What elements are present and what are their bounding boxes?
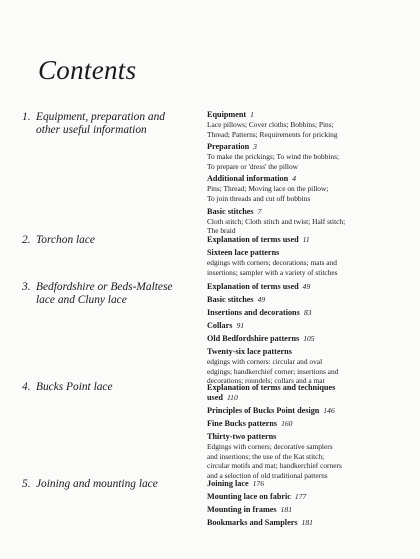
chapter-number: 2.: [22, 234, 31, 246]
entry-page: 181: [280, 505, 292, 514]
entry-desc: edgings; handkerchief corner; insertions and: [207, 366, 339, 376]
chapter-5-title: [22, 478, 192, 491]
toc-entry: [207, 142, 407, 171]
chapter-number: 1.: [22, 111, 31, 123]
entry-page: 49: [302, 282, 311, 291]
toc-entry: [207, 235, 407, 245]
entry-heading: Fine Bucks patterns: [207, 419, 278, 428]
toc-entry: [207, 492, 407, 502]
entry-heading: used: [207, 393, 223, 402]
toc-entry: [207, 282, 407, 292]
chapter-number: 3.: [22, 281, 31, 293]
entry-page: 91: [236, 321, 245, 330]
chapter-3-entries: [207, 282, 407, 389]
toc-entry: [207, 110, 407, 139]
toc-entry: [207, 308, 407, 318]
entry-heading: Basic stitches: [207, 206, 254, 216]
chapter-title-line1: Bucks Point lace: [36, 381, 113, 393]
chapter-1-entries: [207, 110, 407, 239]
entry-page: 1: [250, 110, 254, 119]
entry-page: 176: [252, 479, 265, 488]
entry-heading: Principles of Bucks Point design: [207, 406, 320, 415]
chapter-title-line1: Joining and mounting lace: [36, 478, 158, 490]
chapter-2-title: [22, 234, 192, 247]
chapter-title-line1: Equipment, preparation and: [36, 111, 165, 123]
toc-entry: [207, 174, 407, 203]
toc-entry: [207, 432, 407, 480]
chapter-title-line1: Bedfordshire or Beds-Maltese: [36, 281, 173, 293]
entry-page: 4: [292, 174, 297, 184]
toc-entry: [207, 248, 407, 277]
entry-desc: To join threads and cut off bobbins: [207, 193, 311, 203]
toc-entry: [207, 479, 407, 489]
chapter-title-line1: Torchon lace: [36, 234, 95, 246]
entry-desc: Cloth stitch; Cloth stitch and twist; Half stitch;: [207, 216, 346, 226]
toc-entry: [207, 347, 407, 386]
toc-entry: [207, 393, 407, 403]
entry-desc: and a selection of old traditional patterns: [207, 470, 328, 480]
entry-desc: Edgings with corners; decorative samplers: [207, 442, 333, 451]
chapter-title-line2: other useful information: [36, 124, 147, 136]
entry-desc: insertions; sampler with a variety of stitches: [207, 267, 338, 277]
toc-entry: [207, 207, 407, 236]
entry-page: 11: [302, 235, 310, 244]
entry-page: 110: [226, 393, 238, 402]
toc-entry: [207, 295, 407, 305]
entry-heading: Equipment: [207, 110, 247, 119]
entry-heading: Thirty-two patterns: [207, 432, 277, 441]
chapter-5-entries: [207, 479, 407, 531]
entry-desc: decorations; roundels; collars and a mat: [207, 376, 325, 386]
entry-heading: Twenty-six lace patterns: [207, 347, 292, 356]
entry-page: 181: [301, 518, 313, 527]
entry-heading: Explanation of terms used: [207, 235, 299, 244]
entry-heading: Basic stitches: [207, 295, 254, 304]
entry-heading: Bookmarks and Samplers: [207, 518, 298, 527]
entry-heading: Mounting lace on fabric: [207, 492, 291, 501]
entry-heading: Explanation of terms and techniques: [207, 383, 336, 392]
entry-heading: Old Bedfordshire patterns: [207, 334, 300, 343]
entry-page: 146: [323, 406, 335, 415]
entry-page: 3: [253, 142, 257, 152]
entry-heading: Joining lace: [207, 479, 249, 488]
toc-entry: [207, 518, 407, 528]
toc-entry: [207, 505, 407, 515]
entry-desc: edgings with corners: circular and oval: [207, 357, 323, 366]
entry-desc: Pins; Thread; Moving lace on the pillow;: [207, 184, 329, 194]
entry-desc: Lace pillows; Cover cloths; Bobbins; Pins;: [207, 120, 334, 129]
chapter-number: 5.: [22, 478, 31, 490]
entry-heading: Insertions and decorations: [207, 308, 300, 317]
chapter-3-title: [22, 281, 192, 307]
page-title: Contents: [38, 55, 137, 85]
toc-entry: [207, 321, 407, 331]
entry-page: 49: [257, 295, 266, 304]
chapter-4-title: [22, 381, 192, 394]
toc-entry: [207, 334, 407, 344]
chapter-1-title: [22, 111, 192, 137]
entry-page: 160: [281, 419, 293, 428]
entry-heading: Collars: [207, 321, 233, 330]
entry-heading: Additional information: [207, 174, 289, 184]
toc-entry: [207, 406, 407, 416]
entry-page: 177: [294, 492, 307, 501]
chapter-4-entries: [207, 383, 407, 483]
entry-page: 7: [257, 206, 262, 216]
toc-entry: [207, 419, 407, 429]
entry-heading: Sixteen lace patterns: [207, 248, 280, 257]
entry-desc: The braid: [207, 226, 236, 236]
entry-desc: Thread; Patterns; Requirements for pricking: [207, 129, 338, 139]
chapter-2-entries: [207, 235, 407, 280]
entry-heading: Mounting in frames: [207, 505, 277, 514]
entry-desc: and insertions; the use of the Kat stitch;: [207, 451, 325, 461]
entry-desc: To prepare or 'dress' the pillow: [207, 161, 299, 171]
entry-heading: Explanation of terms used: [207, 282, 299, 291]
entry-page: 83: [303, 308, 312, 317]
entry-page: 105: [303, 334, 315, 343]
entry-heading: Preparation: [207, 142, 250, 152]
entry-desc: circular motifs and mat; handkerchief corners: [207, 461, 342, 471]
chapter-title-line2: lace and Cluny lace: [36, 294, 127, 306]
entry-desc: edgings with corners; decorations; mats and: [207, 258, 337, 267]
toc-entry: [207, 383, 407, 393]
entry-desc: To make the prickings; To wind the bobbins;: [207, 152, 340, 162]
chapter-number: 4.: [22, 381, 31, 393]
